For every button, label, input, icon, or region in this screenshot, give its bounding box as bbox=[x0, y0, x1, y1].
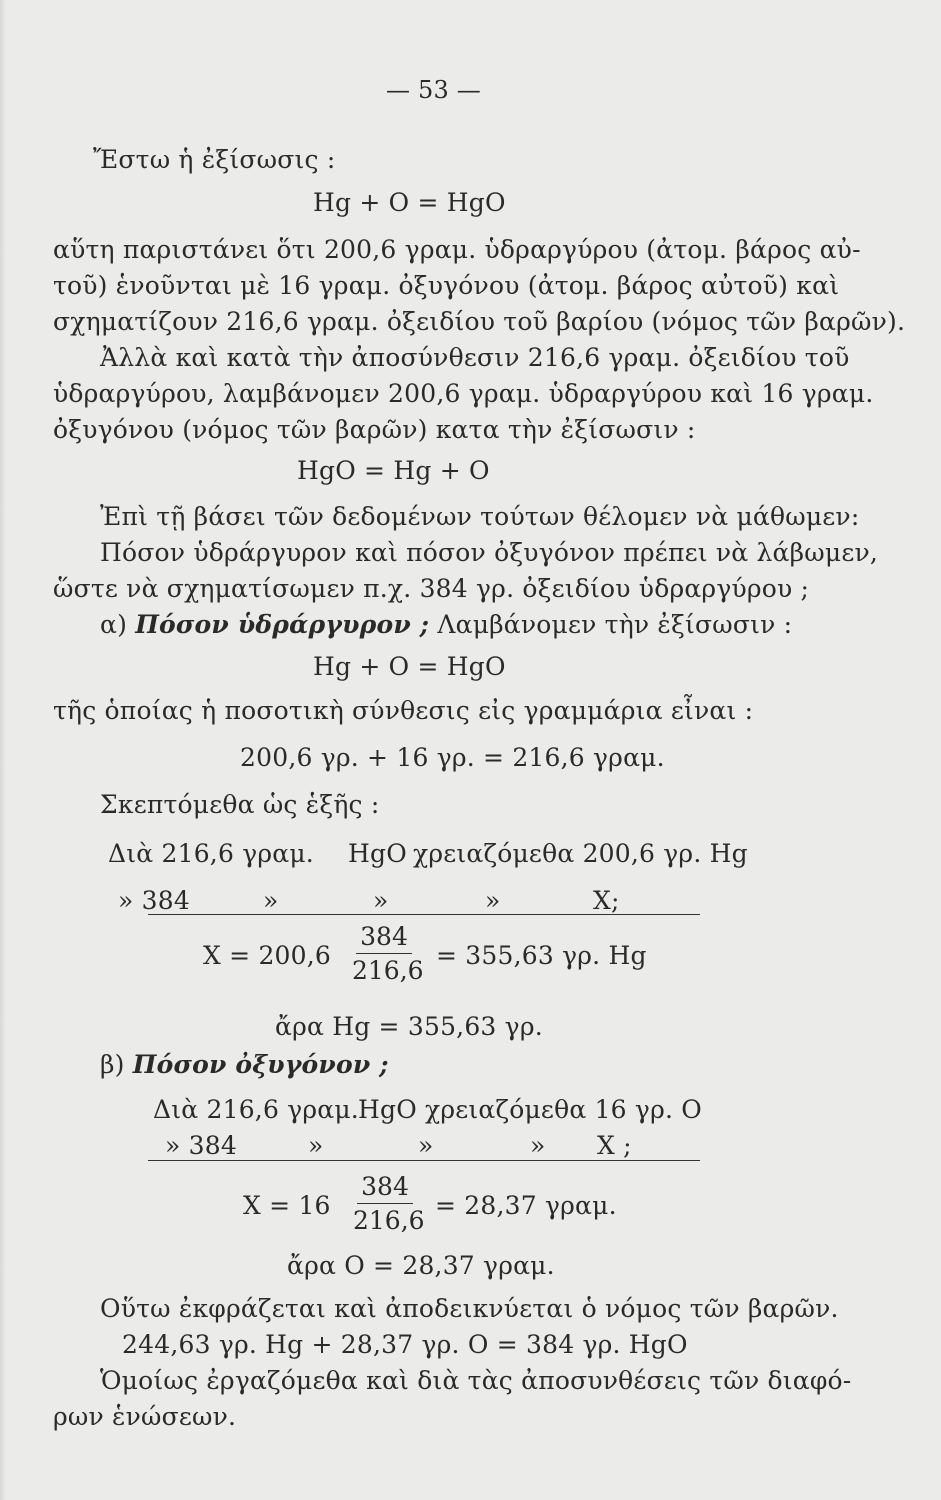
table-rule bbox=[148, 1160, 700, 1161]
equation: 200,6 γρ. + 16 γρ. = 216,6 γραμ. bbox=[240, 743, 665, 772]
equation: Hg + O = HgO bbox=[313, 188, 506, 217]
formula-rhs: = 28,37 γραμ. bbox=[435, 1191, 617, 1220]
fraction-bar bbox=[356, 953, 412, 954]
ditto-row-value: » 384 bbox=[118, 886, 190, 915]
paragraph-line: Σκεπτόμεθα ὡς ἑξῆς : bbox=[100, 790, 380, 819]
fraction-bar bbox=[357, 1203, 413, 1204]
equation: HgO = Hg + O bbox=[297, 456, 490, 485]
section-b-heading bbox=[100, 1050, 389, 1080]
paragraph-line: ὑδραργύρου, λαμβάνομεν 200,6 γραμ. ὑδραργύρου καὶ 16 γραμ. bbox=[53, 379, 874, 408]
ditto-mark: » bbox=[308, 1131, 324, 1160]
unknown-x: X; bbox=[593, 886, 620, 915]
paragraph-line: Ὁμοίως ἐργαζόμεθα καὶ διὰ τὰς ἀποσυνθέσεις τῶν διαφό- bbox=[100, 1366, 852, 1395]
table-rule bbox=[148, 914, 700, 915]
unknown-x: X ; bbox=[597, 1131, 632, 1160]
section-b-marker: β) bbox=[100, 1050, 125, 1079]
section-b-title: Πόσον ὀξυγόνον ; bbox=[132, 1050, 389, 1079]
formula-lhs: X = 16 bbox=[243, 1191, 331, 1220]
ditto-mark: » bbox=[263, 886, 279, 915]
paragraph-line: τῆς ὁποίας ἡ ποσοτικὴ σύνθεσις εἰς γραμμάρια εἶναι : bbox=[53, 696, 754, 725]
paragraph-line: αὕτη παριστάνει ὅτι 200,6 γραμ. ὑδραργύρου (ἀτομ. βάρος αὐ- bbox=[53, 235, 861, 264]
fraction-denominator: 216,6 bbox=[353, 1206, 425, 1235]
row-compound: HgO bbox=[358, 1095, 417, 1124]
page-edge-shadow bbox=[0, 0, 6, 1500]
paragraph-line: ὀξυγόνου (νόμος τῶν βαρῶν) κατα τὴν ἐξίσωσιν : bbox=[53, 415, 696, 444]
section-a-marker: α) bbox=[100, 610, 128, 639]
page-number: — 53 — bbox=[386, 76, 481, 104]
paragraph-line: ὥστε νὰ σχηματίσωμεν π.χ. 384 γρ. ὀξειδίου ὑδραργύρου ; bbox=[53, 574, 810, 603]
paragraph-line: Ἐπὶ τῇ βάσει τῶν δεδομένων τούτων θέλομεν νὰ μάθωμεν: bbox=[100, 502, 860, 531]
section-a-title: Πόσον ὑδράργυρον ; bbox=[135, 610, 430, 639]
row-compound: HgO bbox=[348, 839, 407, 868]
proportion-row bbox=[108, 839, 314, 869]
ditto-mark: » bbox=[530, 1131, 546, 1160]
equation: Hg + O = HgO bbox=[313, 652, 506, 681]
row-label: Διὰ 216,6 γραμ. bbox=[108, 839, 314, 868]
formula-rhs: = 355,63 γρ. Hg bbox=[436, 941, 647, 970]
paragraph-line: τοῦ) ἑνοῦνται μὲ 16 γραμ. ὀξυγόνου (ἀτομ. βάρος αὐτοῦ) καὶ bbox=[53, 271, 840, 300]
paragraph-line: ρων ἑνώσεων. bbox=[53, 1402, 237, 1431]
paragraph-line: Ἀλλὰ καὶ κατὰ τὴν ἀποσύνθεσιν 216,6 γραμ. ὀξειδίου τοῦ bbox=[100, 343, 850, 372]
section-a-text: Λαμβάνομεν τὴν ἐξίσωσιν : bbox=[437, 610, 793, 639]
ditto-mark: » bbox=[373, 886, 389, 915]
fraction-numerator: 384 bbox=[361, 1172, 409, 1201]
row-value: χρειαζόμεθα 16 γρ. O bbox=[425, 1095, 702, 1124]
result-line: ἄρα Hg = 355,63 γρ. bbox=[275, 1012, 543, 1041]
fraction-denominator: 216,6 bbox=[352, 956, 424, 985]
paragraph-line: Ἔστω ἡ ἐξίσωσις : bbox=[93, 145, 336, 174]
ditto-row-value: » 384 bbox=[165, 1131, 237, 1160]
ditto-mark: » bbox=[418, 1131, 434, 1160]
paragraph-line: Πόσον ὑδράργυρον καὶ πόσον ὀξυγόνον πρέπει νὰ λάβωμεν, bbox=[100, 538, 879, 567]
section-a-heading bbox=[100, 610, 792, 640]
row-label: Διὰ 216,6 γραμ. bbox=[153, 1095, 359, 1124]
result-line: ἄρα O = 28,37 γραμ. bbox=[287, 1251, 555, 1280]
formula-lhs: X = 200,6 bbox=[203, 941, 332, 970]
paragraph-line: σχηματίζουν 216,6 γραμ. ὀξειδίου τοῦ βαρίου (νόμος τῶν βαρῶν). bbox=[53, 307, 906, 336]
fraction-numerator: 384 bbox=[360, 922, 408, 951]
equation: 244,63 γρ. Hg + 28,37 γρ. O = 384 γρ. HgO bbox=[122, 1330, 688, 1359]
ditto-mark: » bbox=[485, 886, 501, 915]
row-value: χρειαζόμεθα 200,6 γρ. Hg bbox=[413, 839, 748, 868]
paragraph-line: Οὕτω ἐκφράζεται καὶ ἀποδεικνύεται ὁ νόμος τῶν βαρῶν. bbox=[100, 1294, 839, 1323]
